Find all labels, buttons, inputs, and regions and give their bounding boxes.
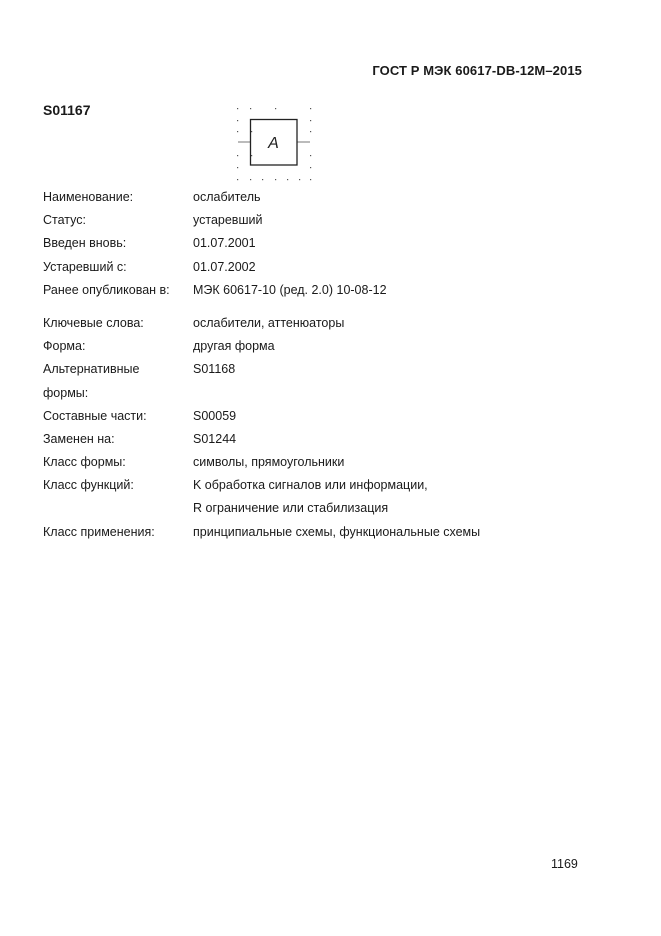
property-label: Заменен на: — [43, 431, 115, 446]
property-label: Ключевые слова: — [43, 315, 144, 330]
property-value: K обработка сигналов или информации, — [193, 478, 428, 493]
property-value: МЭК 60617-10 (ред. 2.0) 10-08-12 — [193, 282, 387, 297]
property-value: R ограничение или стабилизация — [193, 501, 389, 516]
property-label: Альтернативные — [43, 362, 140, 377]
property-row-name — [43, 186, 480, 209]
property-row-status — [43, 209, 480, 232]
property-value: 01.07.2002 — [193, 259, 256, 274]
property-row-application-class — [43, 521, 480, 544]
property-row-keywords — [43, 312, 480, 335]
property-row-replaced-by — [43, 428, 480, 451]
section-gap — [43, 302, 480, 312]
property-value: ослабители, аттенюаторы — [193, 315, 345, 330]
property-row-form — [43, 335, 480, 358]
property-row-alternative-forms-cont — [43, 382, 480, 405]
document-standard-header: ГОСТ Р МЭК 60617-DB-12M–2015 — [372, 63, 582, 78]
property-label: Введен вновь: — [43, 236, 127, 251]
property-label: Составные части: — [43, 408, 147, 423]
property-label: Статус: — [43, 213, 86, 228]
property-value: принципиальные схемы, функциональные схемы — [193, 524, 481, 539]
property-row-introduced — [43, 232, 480, 255]
property-label: Устаревший с: — [43, 259, 127, 274]
svg-text:A: A — [268, 135, 279, 152]
property-row-obsolete-since — [43, 256, 480, 279]
property-row-alternative-forms — [43, 358, 480, 381]
property-row-previously-published — [43, 279, 480, 302]
property-label: Класс формы: — [43, 455, 126, 470]
property-row-components — [43, 405, 480, 428]
symbol-code: S01167 — [43, 102, 91, 118]
property-value: S01244 — [193, 431, 237, 446]
property-label: Класс функций: — [43, 478, 134, 493]
property-label: Форма: — [43, 339, 86, 354]
property-value: 01.07.2001 — [193, 236, 256, 251]
property-value: символы, прямоугольники — [193, 455, 345, 470]
property-label: Ранее опубликован в: — [43, 282, 170, 297]
page-number: 1169 — [551, 857, 578, 871]
property-label: формы: — [43, 385, 89, 400]
property-value: устаревший — [193, 213, 263, 228]
property-value: S00059 — [193, 408, 237, 423]
property-label: Наименование: — [43, 190, 134, 204]
property-label: Класс применения: — [43, 524, 155, 539]
property-value: другая форма — [193, 339, 275, 354]
symbol-properties — [43, 186, 480, 544]
property-label — [43, 497, 193, 520]
property-row-shape-class — [43, 451, 480, 474]
property-row-function-class-cont — [43, 497, 480, 520]
property-value: S01168 — [193, 362, 236, 377]
property-row-function-class — [43, 474, 480, 497]
property-value: ослабитель — [193, 190, 261, 204]
attenuator-symbol-icon — [226, 102, 326, 184]
